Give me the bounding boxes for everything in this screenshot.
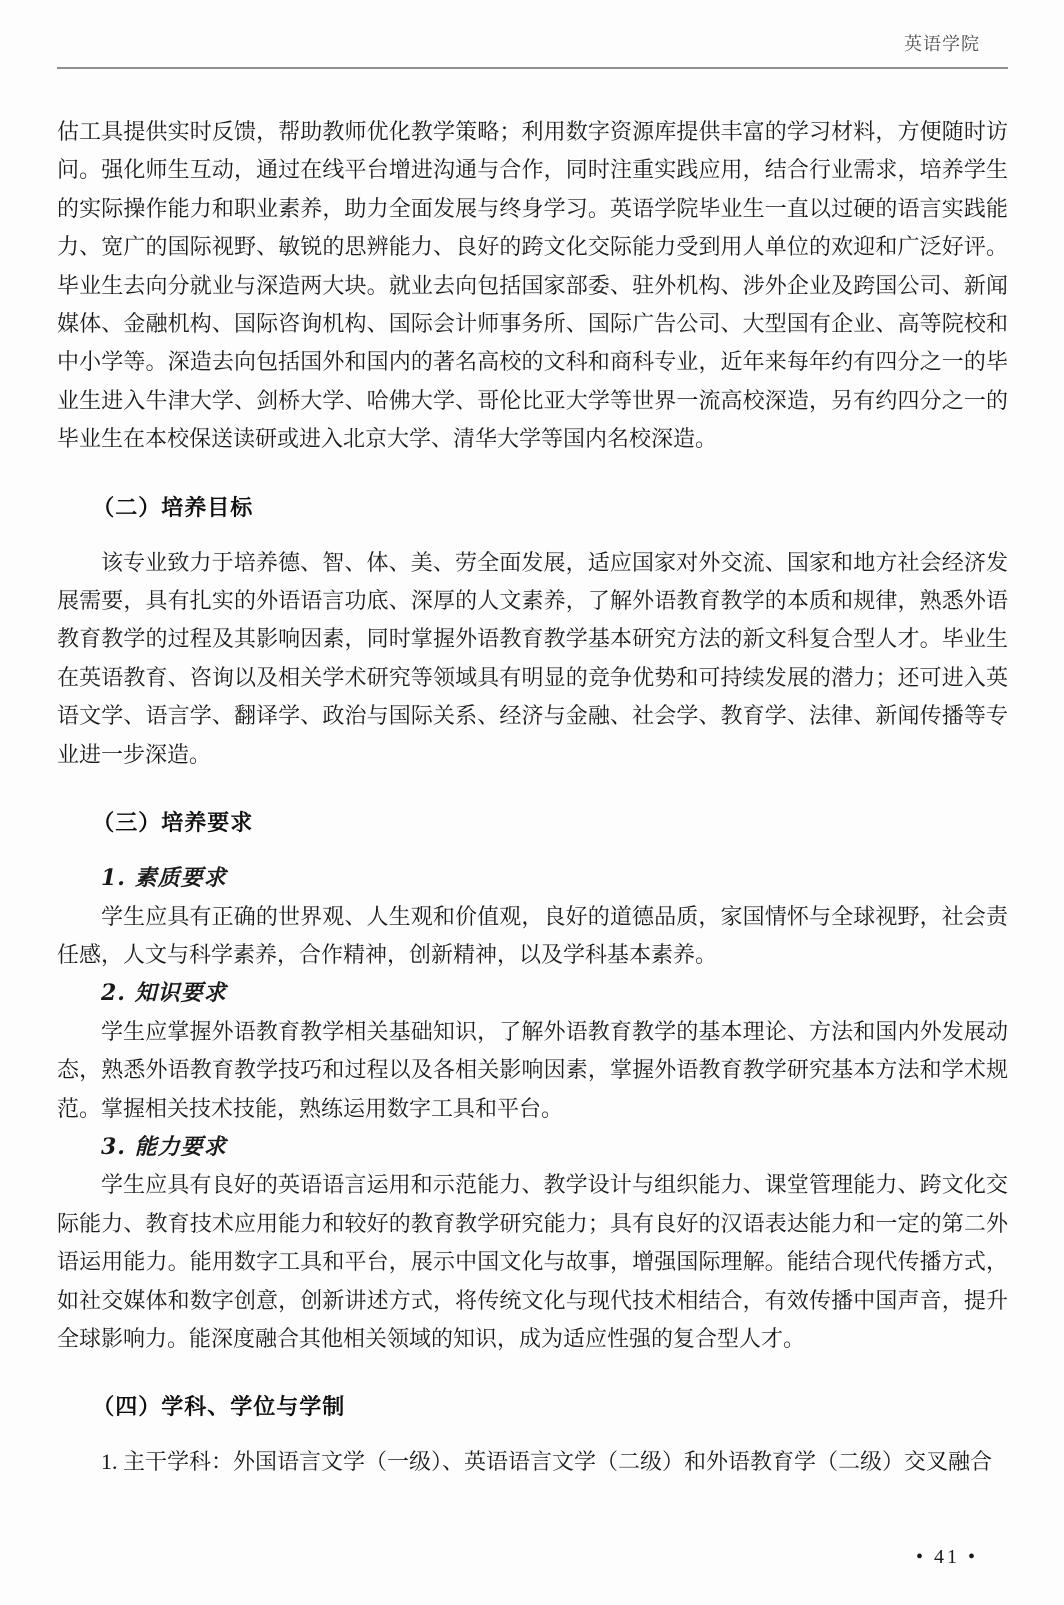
header-rule [57, 67, 1008, 69]
section-heading-discipline-degree-duration: （四）学科、学位与学制 [92, 1394, 346, 1420]
page-header [57, 0, 1008, 69]
quality-requirements-paragraph: 学生应具有正确的世界观、人生观和价值观，良好的道德品质，家国情怀与全球视野，社会责任感，人文与科学素养，合作精神，创新精神，以及学科基本素养。 [57, 903, 1008, 967]
training-objectives-paragraph: 该专业致力于培养德、智、体、美、劳全面发展，适应国家对外交流、国家和地方社会经济发展需要，具有扎实的外语语言功底、深厚的人文素养，了解外语教育教学的本质和规律，熟悉外语教育教学的过程及其影响因素，同时掌握外语教育教学基本研究方法的新文科复合型人才。毕业生在英语教育、咨询以及相关学术研究等领域具有明显的竞争优势和可持续发展的潜力；还可进入英语文学、语言学、翻译学、政治与国际关系、经济与金融、社会学、教育学、法律、新闻传播等专业进一步深造。 [57, 549, 1008, 767]
page-number: • 41 • [915, 1546, 978, 1568]
header-title: 英语学院 [904, 34, 980, 54]
subsection-quality-requirements [57, 859, 1008, 974]
document-body [57, 113, 1008, 1482]
main-disciplines-paragraph: 1. 主干学科：外国语言文学（一级）、英语语言文学（二级）和外语教育学（二级）交叉融合 [101, 1449, 993, 1475]
section-heading-training-requirements: （三）培养要求 [92, 810, 254, 836]
subheading-knowledge-requirements: 2. 知识要求 [101, 980, 227, 1007]
subheading-quality-requirements: 1. 素质要求 [101, 865, 227, 892]
subheading-ability-requirements: 3. 能力要求 [101, 1133, 227, 1160]
subsection-knowledge-requirements [57, 974, 1008, 1128]
knowledge-requirements-paragraph: 学生应掌握外语教育教学相关基础知识，了解外语教育教学的基本理论、方法和国内外发展动态，熟悉外语教育教学技巧和过程以及各相关影响因素，掌握外语教育教学研究基本方法和学术规范。掌握相关技术技能，熟练运用数字工具和平台。 [57, 1018, 1008, 1121]
section-heading-training-objectives: （二）培养目标 [92, 494, 254, 520]
subsection-ability-requirements [57, 1128, 1008, 1358]
intro-paragraph: 估工具提供实时反馈，帮助教师优化教学策略；利用数字资源库提供丰富的学习材料，方便随时访问。强化师生互动，通过在线平台增进沟通与合作，同时注重实践应用，结合行业需求，培养学生的实际操作能力和职业素养，助力全面发展与终身学习。英语学院毕业生一直以过硬的语言实践能力、宽广的国际视野、敏锐的思辨能力、良好的跨文化交际能力受到用人单位的欢迎和广泛好评。毕业生去向分就业与深造两大块。就业去向包括国家部委、驻外机构、涉外企业及跨国公司、新闻媒体、金融机构、国际咨询机构、国际会计师事务所、国际广告公司、大型国有企业、高等院校和中小学等。深造去向包括国外和国内的著名高校的文科和商科专业，近年来每年约有四分之一的毕业生进入牛津大学、剑桥大学、哈佛大学、哥伦比亚大学等世界一流高校深造，另有约四分之一的毕业生在本校保送读研或进入北京大学、清华大学等国内名校深造。 [57, 119, 1008, 452]
ability-requirements-paragraph: 学生应具有良好的英语语言运用和示范能力、教学设计与组织能力、课堂管理能力、跨文化交际能力、教育技术应用能力和较好的教育教学研究能力；具有良好的汉语表达能力和一定的第二外语运用能力。能用数字工具和平台，展示中国文化与故事，增强国际理解。能结合现代传播方式，如社交媒体和数字创意，创新讲述方式，将传统文化与现代技术相结合，有效传播中国声音，提升全球影响力。能深度融合其他相关领域的知识，成为适应性强的复合型人才。 [57, 1172, 1008, 1351]
